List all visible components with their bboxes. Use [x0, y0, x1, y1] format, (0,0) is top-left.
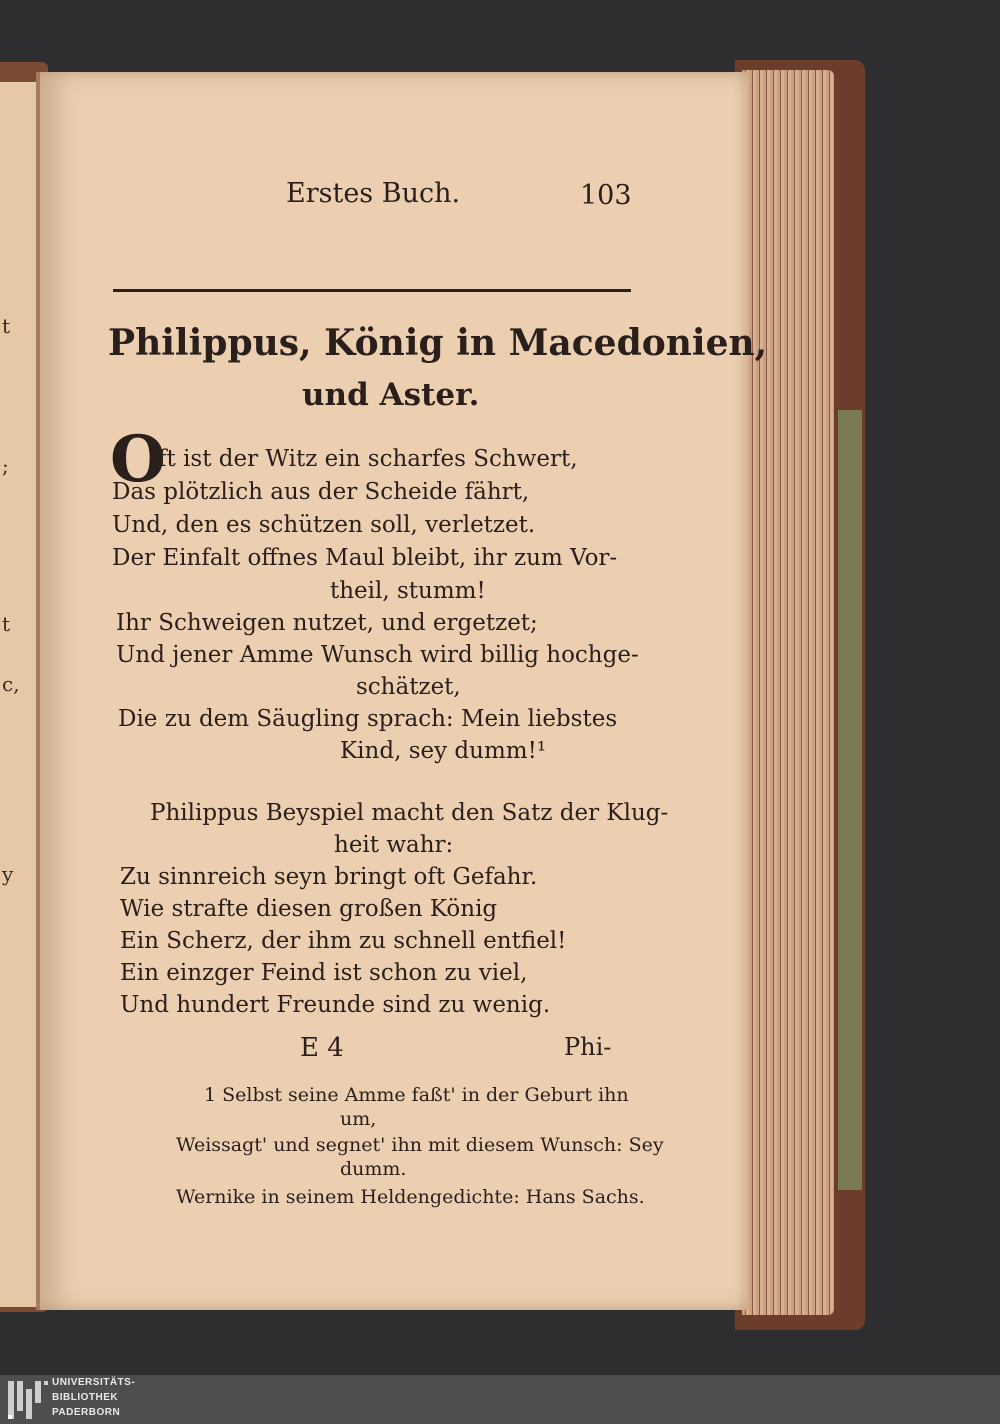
cover-wear-patch	[838, 410, 862, 1190]
left-page-edge	[0, 82, 40, 1307]
verse-line: theil, stumm!	[330, 578, 486, 604]
left-page-fragment: t	[2, 612, 11, 636]
catchword: Phi-	[564, 1033, 612, 1061]
verse-line: Wie strafte diesen großen König	[120, 896, 498, 922]
verse-line: Ein Scherz, der ihm zu schnell entfiel!	[120, 928, 567, 954]
fable-title: Philippus, König in Macedonien,	[108, 322, 768, 364]
drop-cap-initial: O	[110, 422, 166, 497]
left-page-fragment: t	[2, 314, 11, 338]
verse-line: Ein einzger Feind ist schon zu viel,	[120, 960, 528, 986]
header-rule	[113, 289, 631, 292]
library-name-line: BIBLIOTHEK	[52, 1392, 119, 1403]
fable-subtitle: und Aster.	[302, 377, 480, 413]
library-name-line: UNIVERSITÄTS-	[52, 1377, 136, 1388]
library-logo-icon	[8, 1381, 48, 1419]
library-name-line: PADERBORN	[52, 1407, 121, 1418]
verse-line: heit wahr:	[334, 832, 454, 858]
library-footer-bar	[0, 1375, 1000, 1424]
verse-line: schätzet,	[356, 674, 461, 700]
verse-line: Die zu dem Säugling sprach: Mein liebstes	[118, 706, 618, 732]
left-page-fragment: y	[2, 862, 14, 886]
verse-line: Und, den es schützen soll, verletzet.	[112, 512, 536, 538]
verse-line: Zu sinnreich seyn bringt oft Gefahr.	[120, 864, 538, 890]
verse-line: Philippus Beyspiel macht den Satz der Klug-	[150, 800, 669, 826]
verse-line: ft ist der Witz ein scharfes Schwert,	[158, 446, 578, 472]
footnote-line: um,	[340, 1108, 377, 1130]
verse-line: Ihr Schweigen nutzet, und ergetzet;	[116, 610, 538, 636]
verse-line: Kind, sey dumm!¹	[340, 738, 547, 764]
footnote-line: dumm.	[340, 1158, 407, 1180]
signature-mark: E 4	[300, 1033, 344, 1063]
page-number: 103	[580, 180, 632, 211]
footnote-line: 1 Selbst seine Amme faßt' in der Geburt ihn	[204, 1084, 629, 1106]
verse-line: Und jener Amme Wunsch wird billig hochge-	[116, 642, 639, 668]
left-page-fragment: ;	[2, 454, 9, 478]
footnote-line: Weissagt' und segnet' ihn mit diesem Wunsch: Sey	[176, 1134, 664, 1156]
verse-line: Und hundert Freunde sind zu wenig.	[120, 992, 551, 1018]
left-page-fragment: c,	[2, 672, 20, 696]
page-block-edges	[742, 70, 834, 1315]
running-head: Erstes Buch.	[286, 178, 461, 209]
verse-line: Das plötzlich aus der Scheide fährt,	[112, 479, 530, 505]
verse-line: Der Einfalt offnes Maul bleibt, ihr zum Vor-	[112, 545, 618, 571]
footnote-line: Wernike in seinem Heldengedichte: Hans Sachs.	[176, 1186, 645, 1208]
